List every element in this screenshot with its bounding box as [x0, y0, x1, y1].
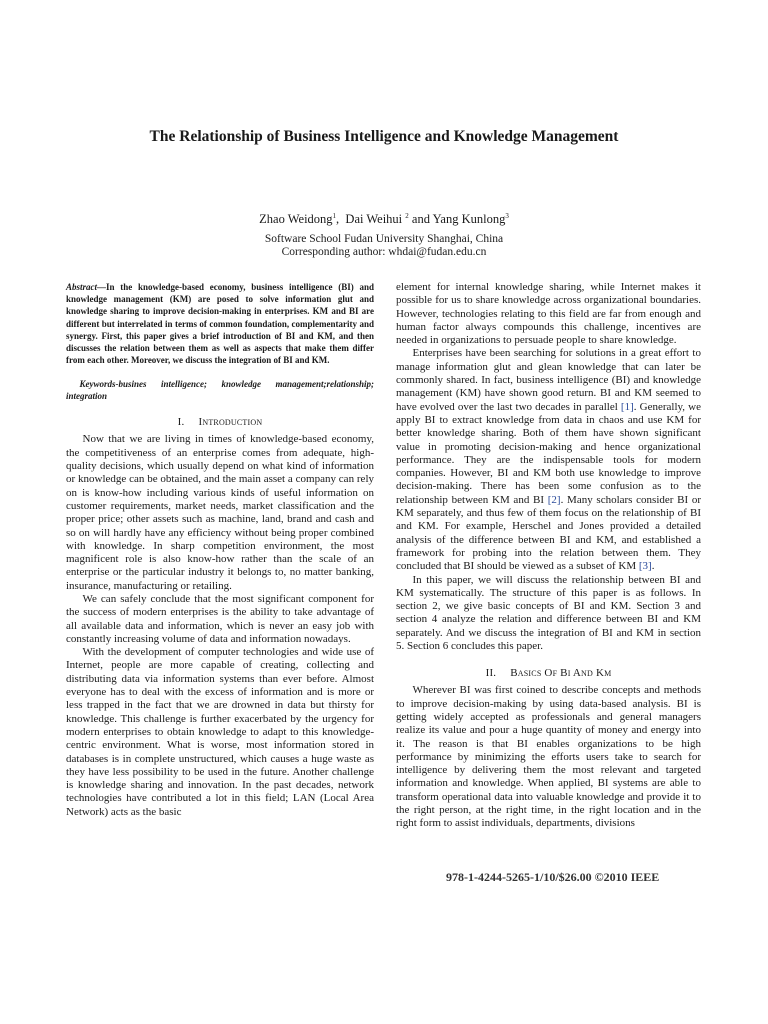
citation-link[interactable]: [3] — [638, 560, 652, 573]
paragraph-text: . Many scholars consider BI or KM separately, and thus few of them focus on the relationship of BI and KM. For example, Herschel and Jones provided a detailed analysis of the difference between BI and KM, and established a framework for probing into the relation between them. They concluded that BI should be viewed as a subset of KM — [396, 493, 702, 573]
body-paragraph: Now that we are living in times of knowledge-based economy, the competitiveness of an enterprise comes from adequate, high-quality decisions, which usually depend on what kind of information or knowledge can be obtained, and the main asset a company can rely on is know-how including various kinds of useful information on customer requirements, market needs, market classification and the proper price; other assets such as machine, land, brand and cash and so on will hardly have any efficiency without being proper combined with knowledge. In sharp competition environment, the most magnificent role is also know-how rather than the scale of an enterprise or the particular industry it belongs to, no matter banking, insurance, manufacturing or retailing. — [66, 433, 374, 592]
body-paragraph: Wherever BI was first coined to describe concepts and methods to improve decision-making by using data-based analysis. BI is getting widely accepted as professionals and general managers realize its value and pour a huge quantity of money and energy into it. The reason is that BI enables organizations to be high performance by minimizing the efforts users take to search for intelligence by delivering them the most relevant and targeted information and knowledge. When applied, BI systems are able to transform operational data into valuable knowledge and provide it to the right person, at the right time, in the right location and in the right form to assist individuals, departments, divisions — [396, 684, 701, 830]
section-title: Basics Of Bi And Km — [510, 667, 612, 680]
section-number: II. — [485, 667, 497, 680]
affiliation-block — [60, 233, 708, 259]
paragraph-text: Enterprises have been searching for solutions in a great effort to manage information glut and glean knowledge that can later be commonly shared. In fact, business intelligence (BI) and knowledge management (KM) have shown good return. BI and KM seemed to have evolved over the last two decades in parallel — [396, 347, 701, 413]
section-heading-introduction — [66, 416, 374, 428]
abstract-text: —In the knowledge-based economy, business intelligence (BI) and knowledge management (KM) are posed to solve information glut and knowledge sharing to improve decision-making in enterprises. KM and BI are different but interrelated in terms of common foundation, complementarity and synergy. First, this paper gives a brief introduction of BI and KM, and then discusses the relation between them as well as aspects that make them differ from each other. Moreover, we discuss the integration of BI and KM. — [66, 282, 374, 366]
body-paragraph: element for internal knowledge sharing, while Internet makes it possible for us to share knowledge across organizational boundaries. However, technologies relating to this field are far from enough and human factor always compounds this challenge, incentives are needed in organizations to persuade people to share knowledge. — [396, 281, 701, 347]
paragraph-text: . — [651, 560, 655, 573]
body-paragraph — [396, 347, 701, 573]
author-name: Zhao Weidong — [259, 212, 333, 227]
left-column — [66, 281, 374, 819]
corresponding-author: Corresponding author: whdai@fudan.edu.cn — [281, 246, 487, 258]
body-paragraph: In this paper, we will discuss the relationship between BI and KM systematically. The structure of this paper is as follows. In section 2, we give basic concepts of BI and KM. Section 3 and section 4 analyze the relation and difference between BI and KM separately. And we discuss the integration of BI and KM in section 5. Section 6 concludes this paper. — [396, 573, 701, 653]
section-title: Introduction — [198, 416, 263, 429]
author-superscript: 2 — [405, 212, 409, 220]
author-line: Zhao Weidong$^1$, Dai Weihui $^2$ and Yang Kunlong$^3$ — [259, 212, 509, 227]
citation-link[interactable]: [1] — [620, 400, 634, 413]
abstract-lead: Abstract — [66, 282, 98, 292]
body-paragraph: With the development of computer technologies and wide use of Internet, people are more capable of creating, collecting and distributing data via information systems than ever before. Almost everyone has to deal with the excess of information and is more or less trapped in the fact that we are drowned in data but thirsty for knowledge. This challenge is further exacerbated by the urgency for modern enterprises to obtain knowledge to adapt to this knowledge-centric environment. What is worse, most information stored in databases is in complete unstructured, which causes a huge waste as they have less possibility to be used in the future. Another challenge is knowledge sharing and innovation. In the past decades, network technologies have contributed a lot in this field; LAN (Local Area Network) acts as the basic — [66, 646, 374, 818]
abstract — [66, 281, 374, 366]
section-number: I. — [177, 416, 185, 429]
paragraph-text: . Generally, we apply BI to extract knowledge from data in chaos and use KM for better knowledge sharing. Both of them have shown significant value in promoting decision-making and hence organizational performance. They are the indispensable tools for modern companies. However, BI and KM both use knowledge to improve decision-making. There has been some confusion as to the relationship between KM and BI — [396, 400, 701, 506]
keywords: Keywords-busines intelligence; knowledge management;relationship; integration — [66, 379, 374, 401]
section-heading-basics — [396, 667, 701, 679]
body-paragraph: We can safely conclude that the most significant component for the success of modern enterprises is the ability to take advantage of all available data and information, which is never an easy job with constantly increasing volume of data and information nowadays. — [66, 592, 374, 645]
affiliation: Software School Fudan University Shanghai, China — [264, 233, 504, 245]
right-column — [396, 281, 701, 831]
paper-title: The Relationship of Business Intelligence and Knowledge Management — [149, 128, 619, 145]
author-name: Yang Kunlong — [432, 212, 506, 227]
copyright-footer: 978-1-4244-5265-1/10/$26.00 ©2010 IEEE — [446, 870, 660, 884]
author-join-word: and — [411, 212, 430, 227]
author-superscript: 3 — [505, 212, 509, 220]
author-superscript: 1 — [332, 212, 337, 220]
citation-link[interactable]: [2] — [547, 493, 561, 506]
author-name: Dai Weihui — [345, 212, 403, 227]
